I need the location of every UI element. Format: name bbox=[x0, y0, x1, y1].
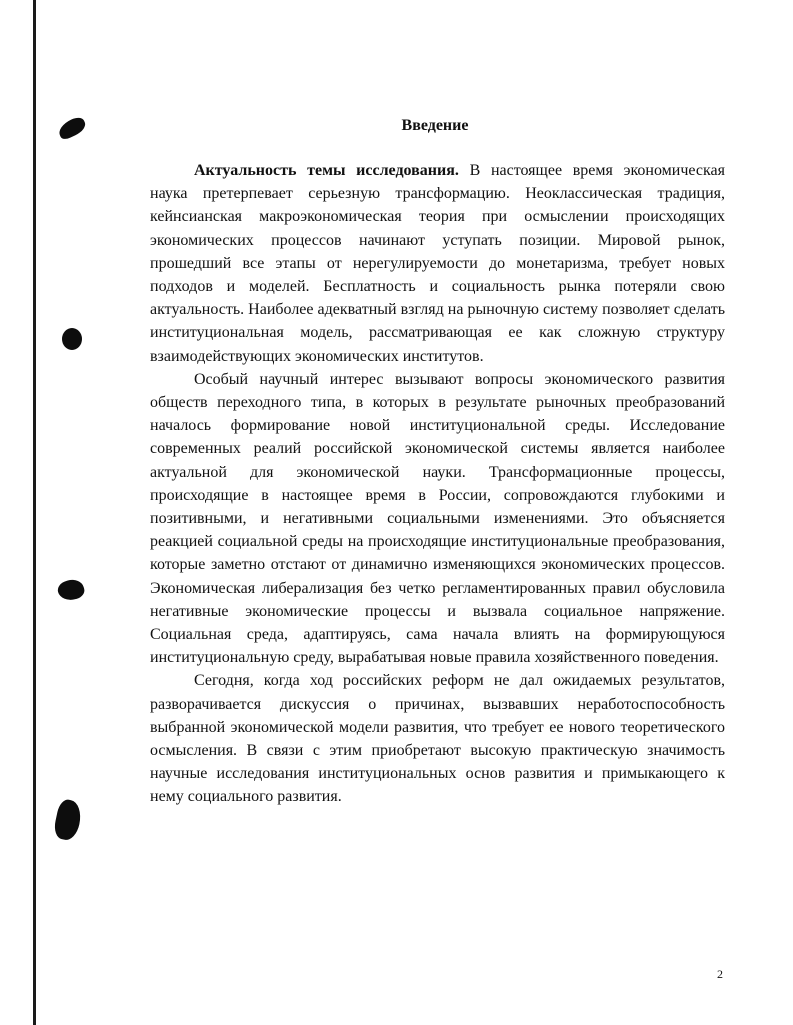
scan-edge-line bbox=[33, 0, 36, 1025]
body-text bbox=[150, 159, 725, 809]
paragraph-lead: Актуальность темы исследования. bbox=[194, 162, 459, 179]
paragraph-text: В настоящее время экономическая наука претерпевает серьезную трансформацию. Неоклассическая традиция, кейнсианская макроэкономическая теория при осмыслении происходящих экономических процессов начинают уступать позиции. Мировой рынок, прошедший все этапы от нерегулируемости до монетаризма, требует новых подходов и моделей. Бесплатность и социальность рынка потеряли свою актуальность. Наиболее адекватный взгляд на рыночную систему позволяет сделать институциональная модель, рассматривающая ее как сложную структуру взаимодействующих экономических институтов. bbox=[150, 162, 726, 365]
punch-hole-mark bbox=[52, 798, 84, 842]
page-title: Введение bbox=[401, 117, 469, 134]
paragraph-scientific-interest: Особый научный интерес вызывают вопросы экономического развития обществ переходного типа, в которых в результате рыночных преобразований началось формирование новой институциональной среды. Исследование современных реалий российской экономической системы является наиболее актуальной для экономической науки. Трансформационные процессы, происходящие в настоящее время в России, сопровождаются глубокими и позитивными, и негативными социальными изменениями. Это объясняется реакцией социальной среды на происходящие институциональные преобразования, которые заметно отстают от динамично изменяющихся экономических процессов. Экономическая либерализация без четко регламентированных правил обусловила негативные экономические процессы и вызвала социальное напряжение. Социальная среда, адаптируясь, сама начала влиять на формирующуюся институциональную среду, вырабатывая новые правила хозяйственного поведения. bbox=[150, 370, 725, 667]
page-number: 2 bbox=[717, 967, 723, 981]
paragraph-relevance bbox=[150, 159, 725, 368]
paragraph-reforms: Сегодня, когда ход российских реформ не дал ожидаемых результатов, разворачивается дискуссия о причинах, вызвавших неработоспособность выбранной экономической модели развития, что требует ее нового теоретического осмысления. В связи с этим приобретают высокую практическую значимость научные исследования институциональных основ развития и примыкающего к нему социального развития. bbox=[150, 672, 725, 806]
punch-hole-mark bbox=[56, 577, 86, 603]
punch-hole-mark bbox=[62, 328, 82, 350]
